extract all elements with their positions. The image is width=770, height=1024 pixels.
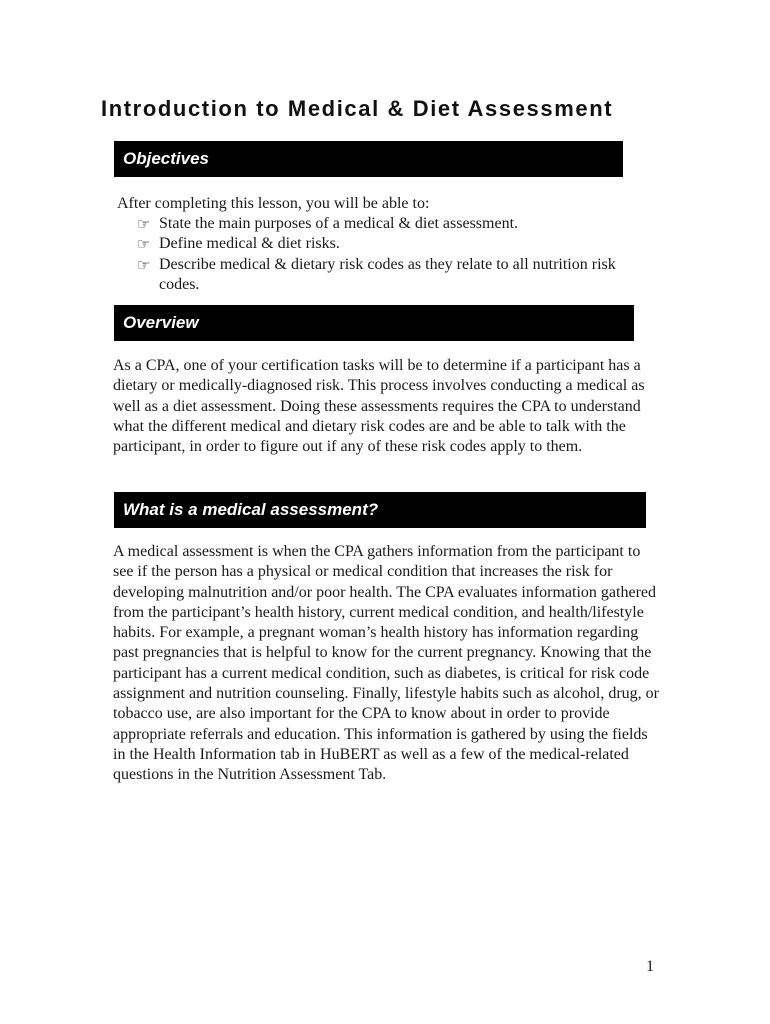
- overview-heading-bar: [114, 305, 634, 341]
- list-item: [137, 255, 657, 296]
- objective-text: State the main purposes of a medical & diet assessment.: [159, 215, 519, 232]
- page-number: 1: [646, 958, 654, 975]
- pointing-hand-icon: ☞: [137, 255, 151, 274]
- pointing-hand-icon: ☞: [137, 235, 151, 254]
- list-item: [137, 234, 657, 254]
- medical-assessment-heading-bar: [114, 492, 646, 528]
- objective-text: Define medical & diet risks.: [159, 235, 340, 253]
- medical-assessment-paragraph: A medical assessment is when the CPA gathers information from the participant to see if the person has a physical or medical condition that increases the risk for developing malnutrition and/or poor health. The CPA evaluates information gathered from the participant’s health history, current medical condition, and health/lifestyle habits. For example, a pregnant woman’s health history has information regarding past pregnancies that is helpful to know for the current pregnancy. Knowing that the participant has a current medical condition, such as diabetes, is critical for risk code assignment and nutrition counseling. Finally, lifestyle habits such as alcohol, drug, or tobacco use, are also important for the CPA to know about in order to provide appropriate referrals and education. This information is gathered by using the fields in the Health Information tab in HuBERT as well as a few of the medical-related questions in the Nutrition Assessment Tab.: [113, 543, 659, 784]
- objectives-list: [137, 214, 657, 295]
- pointing-hand-icon: ☞: [137, 215, 151, 233]
- overview-paragraph: As a CPA, one of your certification tasks will be to determine if a participant has a dietary or medically-diagnosed risk. This process involves conducting a medical as well as a diet assessment. Doing these assessments requires the CPA to understand what the different medical and dietary risk codes are and be able to talk with the participant, in order to figure out if any of these risk codes apply to them.: [113, 357, 645, 456]
- page-title: Introduction to Medical & Diet Assessment: [101, 96, 614, 121]
- medical-assessment-heading: What is a medical assessment?: [123, 500, 379, 519]
- list-item: [137, 214, 657, 234]
- objectives-heading: Objectives: [123, 149, 209, 168]
- overview-heading: Overview: [123, 313, 199, 332]
- objective-text: Describe medical & dietary risk codes as they relate to all nutrition risk codes.: [159, 255, 616, 293]
- objectives-heading-bar: [114, 141, 623, 177]
- objectives-intro: After completing this lesson, you will be able to:: [117, 195, 430, 212]
